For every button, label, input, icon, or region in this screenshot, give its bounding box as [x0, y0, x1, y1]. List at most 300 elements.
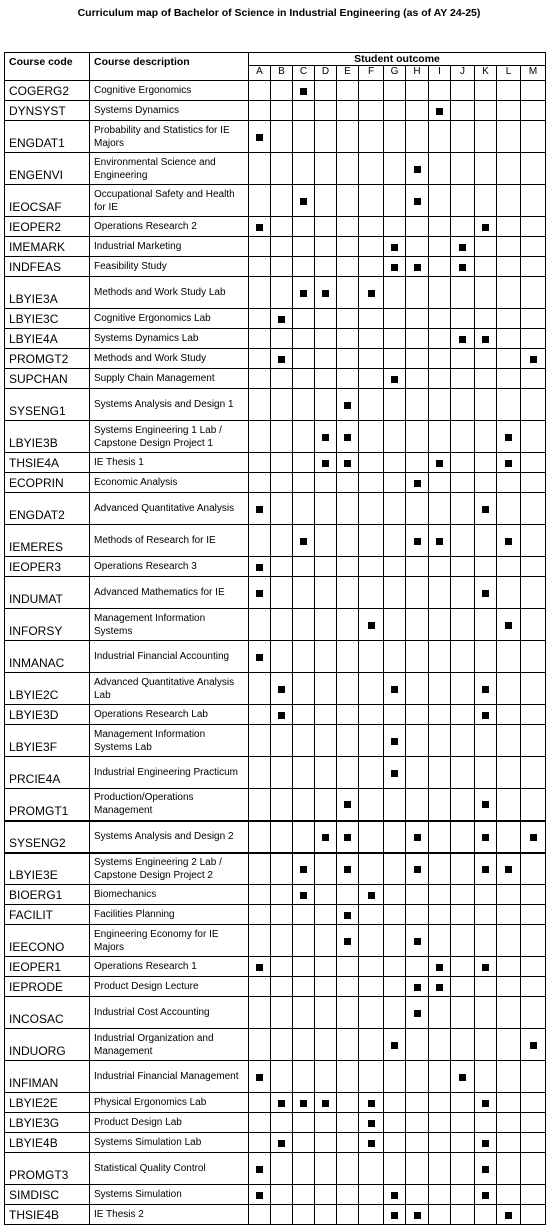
outcome-cell	[406, 473, 429, 493]
outcome-cell	[475, 853, 497, 885]
outcome-cell	[271, 997, 293, 1029]
outcome-cell	[497, 121, 521, 153]
outcome-cell	[384, 641, 406, 673]
outcome-cell	[451, 121, 475, 153]
outcome-cell	[521, 757, 546, 789]
outcome-mark	[322, 460, 329, 467]
outcome-cell	[315, 389, 337, 421]
outcome-cell	[271, 369, 293, 389]
outcome-cell	[337, 81, 359, 101]
outcome-cell	[249, 493, 271, 525]
outcome-cell	[429, 329, 451, 349]
outcome-cell	[497, 789, 521, 821]
outcome-cell	[384, 905, 406, 925]
outcome-cell	[293, 329, 315, 349]
outcome-mark	[344, 938, 351, 945]
outcome-mark	[530, 834, 537, 841]
outcome-cell	[249, 609, 271, 641]
outcome-cell	[271, 473, 293, 493]
outcome-mark	[278, 1100, 285, 1107]
outcome-cell	[337, 673, 359, 705]
outcome-cell	[249, 1205, 271, 1225]
course-description: Systems Dynamics	[90, 101, 249, 121]
course-code: LBYIE4B	[5, 1133, 90, 1153]
outcome-cell	[315, 121, 337, 153]
outcome-cell	[249, 1029, 271, 1061]
outcome-cell	[337, 641, 359, 673]
outcome-cell	[337, 237, 359, 257]
outcome-cell	[359, 673, 384, 705]
table-row	[5, 329, 546, 349]
outcome-cell	[249, 705, 271, 725]
course-code: DYNSYST	[5, 101, 90, 121]
outcome-cell	[271, 1093, 293, 1113]
outcome-cell	[451, 257, 475, 277]
outcome-mark	[344, 912, 351, 919]
outcome-cell	[293, 925, 315, 957]
outcome-cell	[293, 853, 315, 885]
outcome-cell	[315, 557, 337, 577]
outcome-mark	[505, 622, 512, 629]
course-code: THSIE4B	[5, 1205, 90, 1225]
outcome-cell	[359, 1185, 384, 1205]
outcome-cell	[359, 453, 384, 473]
outcome-cell	[451, 525, 475, 557]
outcome-cell	[249, 329, 271, 349]
course-code: INDFEAS	[5, 257, 90, 277]
outcome-mark	[300, 892, 307, 899]
outcome-cell	[451, 329, 475, 349]
outcome-cell	[359, 725, 384, 757]
outcome-cell	[271, 1133, 293, 1153]
outcome-cell	[384, 789, 406, 821]
outcome-cell	[521, 557, 546, 577]
outcome-cell	[451, 1153, 475, 1185]
outcome-cell	[521, 493, 546, 525]
outcome-cell	[337, 453, 359, 473]
course-code: ENGENVI	[5, 153, 90, 185]
outcome-cell	[521, 997, 546, 1029]
outcome-label: E	[337, 66, 359, 81]
outcome-mark	[300, 290, 307, 297]
outcome-cell	[293, 641, 315, 673]
outcome-cell	[271, 957, 293, 977]
outcome-mark	[278, 686, 285, 693]
outcome-cell	[249, 1133, 271, 1153]
outcome-mark	[256, 224, 263, 231]
outcome-cell	[337, 957, 359, 977]
outcome-cell	[337, 925, 359, 957]
outcome-cell	[497, 1185, 521, 1205]
outcome-cell	[249, 237, 271, 257]
outcome-mark	[368, 1140, 375, 1147]
outcome-cell	[271, 1061, 293, 1093]
outcome-mark	[459, 1074, 466, 1081]
outcome-cell	[337, 1133, 359, 1153]
table-row	[5, 153, 546, 185]
outcome-cell	[337, 153, 359, 185]
outcome-cell	[406, 1061, 429, 1093]
outcome-cell	[293, 1153, 315, 1185]
outcome-cell	[315, 1093, 337, 1113]
outcome-cell	[521, 1113, 546, 1133]
outcome-cell	[406, 925, 429, 957]
table-row	[5, 977, 546, 997]
outcome-mark	[482, 336, 489, 343]
outcome-cell	[359, 277, 384, 309]
outcome-mark	[391, 1042, 398, 1049]
table-row	[5, 925, 546, 957]
outcome-mark	[436, 460, 443, 467]
outcome-cell	[475, 101, 497, 121]
outcome-cell	[406, 1093, 429, 1113]
outcome-mark	[278, 356, 285, 363]
course-description: Systems Simulation	[90, 1185, 249, 1205]
outcome-mark	[300, 198, 307, 205]
outcome-label: C	[293, 66, 315, 81]
table-row	[5, 525, 546, 557]
outcome-cell	[271, 217, 293, 237]
outcome-cell	[429, 101, 451, 121]
course-description: Operations Research Lab	[90, 705, 249, 725]
outcome-cell	[406, 185, 429, 217]
outcome-cell	[429, 1061, 451, 1093]
outcome-cell	[475, 577, 497, 609]
outcome-cell	[429, 121, 451, 153]
course-description: Environmental Science and Engineering	[90, 153, 249, 185]
outcome-cell	[451, 705, 475, 725]
outcome-cell	[359, 329, 384, 349]
outcome-cell	[451, 237, 475, 257]
outcome-cell	[406, 389, 429, 421]
outcome-cell	[337, 389, 359, 421]
outcome-mark	[391, 1192, 398, 1199]
table-row	[5, 1153, 546, 1185]
outcome-mark	[256, 1192, 263, 1199]
outcome-cell	[271, 389, 293, 421]
outcome-cell	[249, 957, 271, 977]
outcome-cell	[521, 389, 546, 421]
outcome-cell	[475, 525, 497, 557]
outcome-cell	[521, 369, 546, 389]
outcome-cell	[384, 1153, 406, 1185]
course-description: Advanced Mathematics for IE	[90, 577, 249, 609]
course-description: Biomechanics	[90, 885, 249, 905]
outcome-cell	[315, 153, 337, 185]
outcome-cell	[429, 309, 451, 329]
outcome-cell	[451, 1205, 475, 1225]
outcome-cell	[315, 885, 337, 905]
outcome-mark	[300, 538, 307, 545]
table-row	[5, 789, 546, 821]
outcome-cell	[249, 557, 271, 577]
outcome-cell	[497, 1153, 521, 1185]
outcome-cell	[315, 905, 337, 925]
outcome-cell	[451, 185, 475, 217]
course-code: FACILIT	[5, 905, 90, 925]
outcome-cell	[384, 885, 406, 905]
outcome-cell	[384, 389, 406, 421]
course-code: ECOPRIN	[5, 473, 90, 493]
outcome-cell	[271, 977, 293, 997]
outcome-mark	[482, 1166, 489, 1173]
outcome-cell	[497, 557, 521, 577]
table-row	[5, 389, 546, 421]
outcome-cell	[429, 1153, 451, 1185]
outcome-cell	[406, 577, 429, 609]
outcome-cell	[249, 349, 271, 369]
outcome-cell	[451, 369, 475, 389]
outcome-cell	[497, 453, 521, 473]
outcome-cell	[249, 977, 271, 997]
outcome-cell	[521, 1205, 546, 1225]
outcome-cell	[271, 329, 293, 349]
table-row	[5, 1029, 546, 1061]
course-code: INCOSAC	[5, 997, 90, 1029]
outcome-mark	[300, 88, 307, 95]
course-code: LBYIE3B	[5, 421, 90, 453]
outcome-cell	[521, 905, 546, 925]
outcome-cell	[249, 185, 271, 217]
outcome-mark	[436, 964, 443, 971]
outcome-cell	[475, 925, 497, 957]
outcome-cell	[315, 925, 337, 957]
outcome-cell	[521, 101, 546, 121]
course-description: Management Information Systems	[90, 609, 249, 641]
outcome-cell	[406, 1029, 429, 1061]
outcome-mark	[368, 1100, 375, 1107]
outcome-mark	[436, 538, 443, 545]
outcome-cell	[337, 705, 359, 725]
outcome-cell	[521, 641, 546, 673]
outcome-cell	[475, 217, 497, 237]
outcome-mark	[256, 654, 263, 661]
outcome-cell	[521, 1061, 546, 1093]
outcome-cell	[429, 473, 451, 493]
outcome-cell	[249, 925, 271, 957]
outcome-cell	[384, 1029, 406, 1061]
outcome-cell	[315, 349, 337, 369]
outcome-cell	[451, 1185, 475, 1205]
outcome-cell	[337, 789, 359, 821]
outcome-mark	[414, 198, 421, 205]
outcome-cell	[475, 789, 497, 821]
outcome-cell	[293, 557, 315, 577]
outcome-cell	[497, 1133, 521, 1153]
table-row	[5, 185, 546, 217]
outcome-cell	[429, 389, 451, 421]
outcome-cell	[451, 349, 475, 369]
table-row	[5, 217, 546, 237]
outcome-cell	[293, 1133, 315, 1153]
outcome-label: G	[384, 66, 406, 81]
outcome-cell	[521, 309, 546, 329]
outcome-cell	[521, 237, 546, 257]
outcome-cell	[271, 557, 293, 577]
outcome-cell	[359, 1133, 384, 1153]
course-description: Methods of Research for IE	[90, 525, 249, 557]
outcome-cell	[293, 609, 315, 641]
outcome-cell	[293, 81, 315, 101]
outcome-cell	[249, 725, 271, 757]
course-description: Industrial Engineering Practicum	[90, 757, 249, 789]
outcome-cell	[497, 525, 521, 557]
outcome-cell	[451, 217, 475, 237]
outcome-mark	[482, 712, 489, 719]
outcome-cell	[497, 421, 521, 453]
outcome-cell	[293, 473, 315, 493]
outcome-mark	[482, 801, 489, 808]
outcome-cell	[384, 577, 406, 609]
outcome-cell	[271, 101, 293, 121]
outcome-cell	[249, 757, 271, 789]
outcome-cell	[271, 277, 293, 309]
outcome-mark	[482, 1140, 489, 1147]
outcome-cell	[521, 885, 546, 905]
outcome-cell	[337, 185, 359, 217]
outcome-mark	[482, 686, 489, 693]
outcome-mark	[530, 356, 537, 363]
outcome-mark	[344, 866, 351, 873]
outcome-cell	[271, 309, 293, 329]
outcome-mark	[482, 1192, 489, 1199]
outcome-mark	[436, 984, 443, 991]
outcome-cell	[293, 789, 315, 821]
outcome-cell	[475, 705, 497, 725]
course-description: IE Thesis 1	[90, 453, 249, 473]
outcome-cell	[497, 277, 521, 309]
outcome-cell	[271, 925, 293, 957]
outcome-cell	[521, 725, 546, 757]
outcome-cell	[384, 81, 406, 101]
outcome-cell	[359, 101, 384, 121]
table-row	[5, 1133, 546, 1153]
outcome-cell	[451, 673, 475, 705]
outcome-label: M	[521, 66, 546, 81]
outcome-cell	[429, 757, 451, 789]
outcome-cell	[337, 1093, 359, 1113]
outcome-mark	[344, 801, 351, 808]
table-row	[5, 349, 546, 369]
outcome-mark	[482, 506, 489, 513]
outcome-cell	[315, 421, 337, 453]
outcome-cell	[271, 257, 293, 277]
outcome-cell	[337, 277, 359, 309]
outcome-cell	[315, 1205, 337, 1225]
outcome-cell	[359, 421, 384, 453]
outcome-mark	[322, 434, 329, 441]
course-description: Advanced Quantitative Analysis	[90, 493, 249, 525]
outcome-cell	[429, 1113, 451, 1133]
outcome-cell	[451, 453, 475, 473]
outcome-mark	[459, 264, 466, 271]
outcome-cell	[271, 1113, 293, 1133]
outcome-cell	[384, 957, 406, 977]
outcome-cell	[406, 641, 429, 673]
outcome-cell	[521, 821, 546, 853]
outcome-cell	[451, 153, 475, 185]
outcome-cell	[315, 577, 337, 609]
outcome-cell	[384, 421, 406, 453]
outcome-cell	[337, 121, 359, 153]
outcome-mark	[256, 134, 263, 141]
outcome-cell	[315, 673, 337, 705]
table-row	[5, 237, 546, 257]
outcome-cell	[315, 853, 337, 885]
course-description: Industrial Marketing	[90, 237, 249, 257]
outcome-cell	[475, 1153, 497, 1185]
table-row	[5, 1185, 546, 1205]
course-description: Production/Operations Management	[90, 789, 249, 821]
table-row	[5, 1205, 546, 1225]
outcome-cell	[249, 473, 271, 493]
outcome-cell	[249, 1093, 271, 1113]
outcome-cell	[337, 853, 359, 885]
outcome-cell	[337, 329, 359, 349]
outcome-cell	[384, 453, 406, 473]
outcome-label: J	[451, 66, 475, 81]
outcome-cell	[475, 277, 497, 309]
outcome-label: F	[359, 66, 384, 81]
outcome-cell	[249, 1113, 271, 1133]
course-code: IEOCSAF	[5, 185, 90, 217]
outcome-cell	[406, 421, 429, 453]
outcome-cell	[359, 153, 384, 185]
outcome-cell	[451, 81, 475, 101]
course-code: PRCIE4A	[5, 757, 90, 789]
outcome-cell	[315, 217, 337, 237]
outcome-cell	[429, 821, 451, 853]
outcome-mark	[344, 402, 351, 409]
outcome-cell	[359, 349, 384, 369]
outcome-cell	[315, 725, 337, 757]
outcome-mark	[256, 590, 263, 597]
outcome-mark	[482, 866, 489, 873]
course-code: LBYIE3G	[5, 1113, 90, 1133]
outcome-cell	[429, 557, 451, 577]
outcome-cell	[521, 473, 546, 493]
outcome-cell	[521, 577, 546, 609]
outcome-cell	[337, 885, 359, 905]
outcome-cell	[271, 609, 293, 641]
outcome-cell	[249, 421, 271, 453]
outcome-cell	[293, 309, 315, 329]
outcome-cell	[451, 1061, 475, 1093]
outcome-cell	[429, 609, 451, 641]
outcome-cell	[271, 821, 293, 853]
outcome-cell	[406, 725, 429, 757]
outcome-mark	[530, 1042, 537, 1049]
outcome-cell	[249, 525, 271, 557]
outcome-cell	[249, 277, 271, 309]
outcome-mark	[482, 964, 489, 971]
outcome-cell	[384, 609, 406, 641]
outcome-cell	[293, 525, 315, 557]
outcome-cell	[271, 1153, 293, 1185]
outcome-mark	[322, 1100, 329, 1107]
outcome-cell	[315, 789, 337, 821]
outcome-cell	[497, 101, 521, 121]
outcome-cell	[475, 453, 497, 473]
outcome-cell	[315, 957, 337, 977]
course-code: INMANAC	[5, 641, 90, 673]
outcome-cell	[451, 557, 475, 577]
outcome-cell	[406, 81, 429, 101]
outcome-cell	[475, 1133, 497, 1153]
outcome-cell	[249, 1061, 271, 1093]
outcome-cell	[429, 905, 451, 925]
outcome-cell	[384, 217, 406, 237]
